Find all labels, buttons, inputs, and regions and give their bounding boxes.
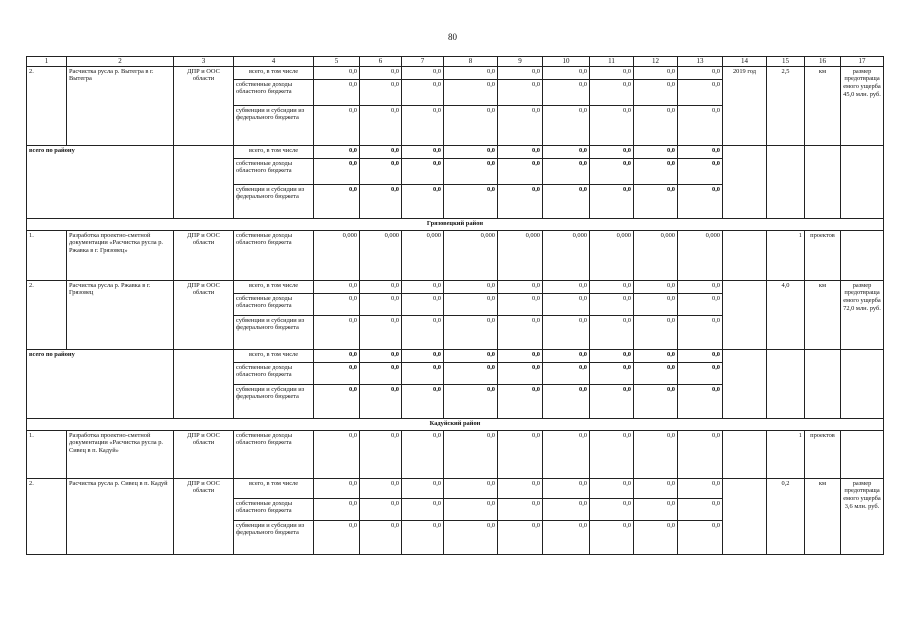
value-cell: 0,0: [402, 280, 444, 293]
header-cell: 4: [234, 57, 314, 67]
section-heading: Грязовецкий район: [27, 218, 884, 230]
value-cell: 0,0: [402, 478, 444, 498]
value-cell: 0,0: [590, 79, 634, 105]
header-cell: 13: [678, 57, 723, 67]
row-label: субвенции и субсидии из федерального бюджета: [234, 184, 314, 218]
row-label: собственные доходы областного бюджета: [234, 158, 314, 184]
value-cell: 0,0: [360, 478, 402, 498]
target-unit: проектов: [805, 230, 841, 280]
value-cell: 0,000: [543, 230, 590, 280]
table-row: [27, 280, 884, 293]
expected-result: размер предотвращаемого ущерба 3,6 млн. руб.: [841, 478, 884, 554]
value-cell: 0,0: [360, 293, 402, 315]
value-cell: 0,0: [590, 184, 634, 218]
value-cell: 0,0: [543, 478, 590, 498]
value-cell: 0,0: [543, 362, 590, 384]
value-cell: 0,0: [444, 349, 498, 362]
value-cell: 0,0: [678, 498, 723, 520]
value-cell: 0,0: [543, 145, 590, 158]
empty-cell: [767, 349, 805, 418]
value-cell: 0,0: [314, 280, 360, 293]
row-label: субвенции и субсидии из федерального бюджета: [234, 315, 314, 349]
value-cell: 0,0: [402, 362, 444, 384]
value-cell: 0,0: [360, 430, 402, 478]
value-cell: 0,0: [498, 145, 543, 158]
header-cell: 16: [805, 57, 841, 67]
value-cell: 0,0: [634, 293, 678, 315]
value-cell: 0,0: [678, 315, 723, 349]
value-cell: 0,0: [444, 145, 498, 158]
header-cell: 7: [402, 57, 444, 67]
value-cell: 0,0: [498, 79, 543, 105]
value-cell: 0,0: [543, 105, 590, 145]
value-cell: 0,0: [314, 184, 360, 218]
value-cell: 0,0: [634, 105, 678, 145]
value-cell: 0,000: [498, 230, 543, 280]
value-cell: 0,0: [543, 498, 590, 520]
value-cell: 0,0: [590, 280, 634, 293]
empty-cell: [805, 349, 841, 418]
value-cell: 0,0: [360, 349, 402, 362]
value-cell: 0,0: [444, 158, 498, 184]
value-cell: 0,0: [360, 79, 402, 105]
empty-cell: [174, 145, 234, 218]
target-value: 2,5: [767, 66, 805, 145]
value-cell: 0,0: [402, 105, 444, 145]
value-cell: 0,0: [498, 158, 543, 184]
section-row: [27, 418, 884, 430]
table-row: [27, 66, 884, 79]
value-cell: 0,0: [360, 520, 402, 554]
value-cell: 0,0: [634, 315, 678, 349]
header-cell: 1: [27, 57, 67, 67]
value-cell: 0,0: [543, 293, 590, 315]
item-number: 2.: [27, 66, 67, 145]
row-label: собственные доходы областного бюджета: [234, 230, 314, 280]
value-cell: 0,0: [498, 315, 543, 349]
header-cell: 6: [360, 57, 402, 67]
value-cell: 0,0: [543, 520, 590, 554]
row-label: всего, в том числе: [234, 280, 314, 293]
value-cell: 0,0: [543, 280, 590, 293]
value-cell: 0,0: [314, 145, 360, 158]
header-cell: 2: [67, 57, 174, 67]
value-cell: 0,0: [543, 158, 590, 184]
value-cell: 0,0: [314, 430, 360, 478]
value-cell: 0,0: [498, 105, 543, 145]
value-cell: 0,0: [498, 349, 543, 362]
value-cell: 0,0: [444, 362, 498, 384]
value-cell: 0,0: [590, 362, 634, 384]
item-name: Разработка проектно-сметной документации «Расчистка русла р. Ржавка в г. Грязовец»: [67, 230, 174, 280]
item-name: Расчистка русла р. Вытегра в г. Вытегра: [67, 66, 174, 145]
target-value: 4,0: [767, 280, 805, 349]
row-label: собственные доходы областного бюджета: [234, 362, 314, 384]
target-unit: км: [805, 66, 841, 145]
value-cell: 0,0: [678, 384, 723, 418]
value-cell: 0,0: [678, 349, 723, 362]
value-cell: 0,0: [360, 105, 402, 145]
value-cell: 0,0: [402, 158, 444, 184]
value-cell: 0,0: [678, 66, 723, 79]
header-cell: 5: [314, 57, 360, 67]
table-row: [27, 230, 884, 280]
empty-cell: [723, 478, 767, 554]
value-cell: 0,0: [634, 79, 678, 105]
value-cell: 0,0: [543, 384, 590, 418]
value-cell: 0,000: [590, 230, 634, 280]
header-cell: 11: [590, 57, 634, 67]
empty-cell: [723, 430, 767, 478]
value-cell: 0,0: [590, 105, 634, 145]
item-number: 2.: [27, 478, 67, 554]
value-cell: 0,0: [314, 384, 360, 418]
value-cell: 0,0: [634, 478, 678, 498]
value-cell: 0,0: [444, 520, 498, 554]
value-cell: 0,0: [444, 430, 498, 478]
table-row: [27, 349, 884, 362]
empty-cell: [723, 280, 767, 349]
target-unit: км: [805, 478, 841, 554]
value-cell: 0,0: [360, 498, 402, 520]
value-cell: 0,000: [678, 230, 723, 280]
table-row: [27, 478, 884, 498]
value-cell: 0,0: [360, 362, 402, 384]
empty-cell: [723, 230, 767, 280]
item-organization: ДПР и ООС области: [174, 430, 234, 478]
header-cell: 3: [174, 57, 234, 67]
item-organization: ДПР и ООС области: [174, 280, 234, 349]
value-cell: 0,0: [498, 384, 543, 418]
value-cell: 0,0: [360, 315, 402, 349]
completion-year: 2019 год: [723, 66, 767, 145]
value-cell: 0,0: [678, 145, 723, 158]
header-cell: 9: [498, 57, 543, 67]
value-cell: 0,0: [590, 66, 634, 79]
value-cell: 0,0: [314, 158, 360, 184]
value-cell: 0,0: [634, 498, 678, 520]
value-cell: 0,0: [314, 105, 360, 145]
empty-cell: [723, 349, 767, 418]
value-cell: 0,0: [498, 430, 543, 478]
value-cell: 0,0: [402, 520, 444, 554]
target-unit: км: [805, 280, 841, 349]
value-cell: 0,0: [444, 384, 498, 418]
value-cell: 0,0: [590, 349, 634, 362]
value-cell: 0,0: [543, 184, 590, 218]
value-cell: 0,0: [402, 79, 444, 105]
header-cell: 8: [444, 57, 498, 67]
value-cell: 0,0: [678, 79, 723, 105]
value-cell: 0,0: [543, 349, 590, 362]
value-cell: 0,0: [444, 66, 498, 79]
row-label: собственные доходы областного бюджета: [234, 293, 314, 315]
target-unit: проектов: [805, 430, 841, 478]
value-cell: 0,0: [678, 362, 723, 384]
value-cell: 0,0: [678, 478, 723, 498]
value-cell: 0,0: [444, 105, 498, 145]
value-cell: 0,0: [360, 158, 402, 184]
value-cell: 0,0: [678, 105, 723, 145]
row-label: всего, в том числе: [234, 349, 314, 362]
section-row: [27, 218, 884, 230]
value-cell: 0,0: [444, 478, 498, 498]
item-organization: ДПР и ООС области: [174, 478, 234, 554]
value-cell: 0,0: [444, 184, 498, 218]
value-cell: 0,0: [402, 384, 444, 418]
value-cell: 0,0: [402, 66, 444, 79]
budget-table: [26, 56, 884, 555]
item-name: Расчистка русла р. Ржавка в г. Грязовец: [67, 280, 174, 349]
header-cell: 15: [767, 57, 805, 67]
value-cell: 0,0: [590, 478, 634, 498]
page-number: 80: [448, 32, 457, 42]
value-cell: 0,0: [444, 280, 498, 293]
value-cell: 0,0: [634, 280, 678, 293]
value-cell: 0,0: [444, 293, 498, 315]
value-cell: 0,0: [590, 315, 634, 349]
value-cell: 0,0: [314, 315, 360, 349]
empty-cell: [841, 430, 884, 478]
row-label: всего, в том числе: [234, 66, 314, 79]
empty-cell: [841, 145, 884, 218]
value-cell: 0,0: [402, 145, 444, 158]
district-total-label: всего по району: [27, 145, 174, 218]
table-row: [27, 430, 884, 478]
value-cell: 0,0: [678, 158, 723, 184]
value-cell: 0,0: [634, 145, 678, 158]
value-cell: 0,0: [590, 498, 634, 520]
value-cell: 0,0: [634, 184, 678, 218]
section-heading: Кадуйский район: [27, 418, 884, 430]
value-cell: 0,0: [678, 293, 723, 315]
value-cell: 0,0: [590, 158, 634, 184]
value-cell: 0,0: [314, 478, 360, 498]
target-value: 0,2: [767, 478, 805, 554]
value-cell: 0,0: [590, 293, 634, 315]
value-cell: 0,000: [314, 230, 360, 280]
value-cell: 0,0: [314, 349, 360, 362]
item-number: 2.: [27, 280, 67, 349]
item-organization: ДПР и ООС области: [174, 66, 234, 145]
empty-cell: [841, 230, 884, 280]
value-cell: 0,0: [498, 478, 543, 498]
value-cell: 0,0: [543, 79, 590, 105]
header-cell: 10: [543, 57, 590, 67]
value-cell: 0,0: [498, 498, 543, 520]
value-cell: 0,0: [402, 349, 444, 362]
value-cell: 0,0: [498, 362, 543, 384]
value-cell: 0,0: [360, 145, 402, 158]
table-row: [27, 145, 884, 158]
value-cell: 0,0: [678, 520, 723, 554]
value-cell: 0,0: [590, 520, 634, 554]
value-cell: 0,000: [402, 230, 444, 280]
value-cell: 0,0: [590, 430, 634, 478]
value-cell: 0,0: [444, 498, 498, 520]
target-value: 1: [767, 430, 805, 478]
value-cell: 0,0: [314, 498, 360, 520]
row-label: всего, в том числе: [234, 145, 314, 158]
value-cell: 0,0: [498, 184, 543, 218]
row-label: всего, в том числе: [234, 478, 314, 498]
empty-cell: [723, 145, 767, 218]
expected-result: размер предотвращаемого ущерба 72,0 млн. руб.: [841, 280, 884, 349]
value-cell: 0,0: [678, 280, 723, 293]
value-cell: 0,0: [314, 79, 360, 105]
empty-cell: [767, 145, 805, 218]
header-cell: 12: [634, 57, 678, 67]
value-cell: 0,0: [360, 384, 402, 418]
value-cell: 0,0: [678, 430, 723, 478]
value-cell: 0,0: [402, 184, 444, 218]
empty-cell: [174, 349, 234, 418]
header-cell: 14: [723, 57, 767, 67]
header-row: [27, 57, 884, 67]
value-cell: 0,0: [543, 430, 590, 478]
row-label: собственные доходы областного бюджета: [234, 498, 314, 520]
item-organization: ДПР и ООС области: [174, 230, 234, 280]
item-number: 1.: [27, 430, 67, 478]
value-cell: 0,0: [498, 280, 543, 293]
value-cell: 0,0: [590, 384, 634, 418]
empty-cell: [805, 145, 841, 218]
value-cell: 0,000: [444, 230, 498, 280]
value-cell: 0,0: [498, 293, 543, 315]
value-cell: 0,0: [314, 362, 360, 384]
value-cell: 0,000: [360, 230, 402, 280]
empty-cell: [841, 349, 884, 418]
value-cell: 0,0: [402, 498, 444, 520]
target-value: 1: [767, 230, 805, 280]
item-number: 1.: [27, 230, 67, 280]
value-cell: 0,0: [543, 66, 590, 79]
value-cell: 0,0: [634, 349, 678, 362]
value-cell: 0,0: [314, 293, 360, 315]
row-label: субвенции и субсидии из федерального бюджета: [234, 520, 314, 554]
value-cell: 0,0: [444, 79, 498, 105]
value-cell: 0,0: [634, 520, 678, 554]
district-total-label: всего по району: [27, 349, 174, 418]
row-label: собственные доходы областного бюджета: [234, 430, 314, 478]
row-label: собственные доходы областного бюджета: [234, 79, 314, 105]
value-cell: 0,0: [634, 158, 678, 184]
value-cell: 0,0: [634, 66, 678, 79]
value-cell: 0,0: [402, 315, 444, 349]
value-cell: 0,0: [498, 520, 543, 554]
value-cell: 0,000: [634, 230, 678, 280]
value-cell: 0,0: [360, 280, 402, 293]
value-cell: 0,0: [402, 430, 444, 478]
value-cell: 0,0: [543, 315, 590, 349]
value-cell: 0,0: [360, 184, 402, 218]
value-cell: 0,0: [590, 145, 634, 158]
item-name: Разработка проектно-сметной документации «Расчистка русла р. Сивец в п. Кадуй»: [67, 430, 174, 478]
value-cell: 0,0: [498, 66, 543, 79]
value-cell: 0,0: [634, 362, 678, 384]
value-cell: 0,0: [360, 66, 402, 79]
value-cell: 0,0: [634, 384, 678, 418]
value-cell: 0,0: [402, 293, 444, 315]
value-cell: 0,0: [444, 315, 498, 349]
row-label: субвенции и субсидии из федерального бюджета: [234, 384, 314, 418]
row-label: субвенции и субсидии из федерального бюджета: [234, 105, 314, 145]
value-cell: 0,0: [314, 520, 360, 554]
header-cell: 17: [841, 57, 884, 67]
item-name: Расчистка русла р. Сивец в п. Кадуй: [67, 478, 174, 554]
value-cell: 0,0: [678, 184, 723, 218]
value-cell: 0,0: [314, 66, 360, 79]
expected-result: размер предотвращаемого ущерба 45,0 млн. руб.: [841, 66, 884, 145]
value-cell: 0,0: [634, 430, 678, 478]
